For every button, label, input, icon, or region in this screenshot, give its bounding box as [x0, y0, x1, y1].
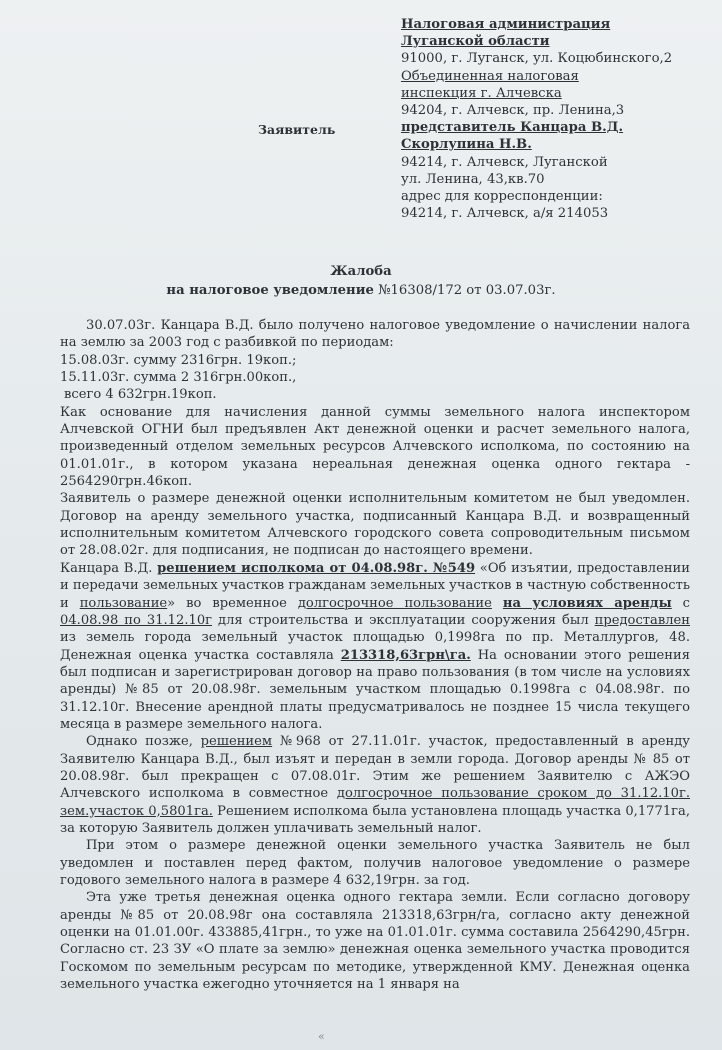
- recipient-sub: Объединенная налоговая: [401, 68, 579, 84]
- document-body: [60, 317, 690, 993]
- p4-valuation: 213318,63грн\га.: [340, 647, 471, 663]
- period-line-1-text: 15.08.03г. сумму 2316грн. 19коп.;: [60, 352, 297, 368]
- document-subtitle: [0, 283, 722, 298]
- paragraph-1: [60, 317, 690, 352]
- document-title: Жалоба: [330, 264, 392, 279]
- period-total-text: всего 4 632грн.19коп.: [64, 387, 217, 403]
- paragraph-3: [60, 490, 690, 559]
- applicant-rep-name: Скорлупина Н.В.: [401, 137, 532, 153]
- p4-decision: решением исполкома от 04.08.98г. №549: [157, 560, 476, 576]
- paragraph-1-text: 30.07.03г. Канцара В.Д. было получено налоговое уведомление о начислении налога на землю за 2003 год с разбивкой по периодам:: [60, 318, 690, 351]
- p5-decision: решением: [200, 734, 273, 750]
- p5-text-c: №968 от 27.11.01г. участок, предоставленный в аренду Заявителю Канцара В.Д., был изъят и передан в земли города. Договор аренды № 85 от 20.08.98г. был прекращен с 07.08.01г. Этим же решением Заявителю с АЖЭО Алчевского исполкома в совместное: [60, 734, 690, 802]
- p4-use: пользование: [79, 595, 168, 611]
- recipient-sub-city: инспекция г. Алчевска: [401, 85, 562, 101]
- recipient-org-address: 91000, г. Луганск, ул. Коцюбинского,2: [401, 51, 673, 67]
- p4-lease-terms: на условиях аренды: [502, 595, 672, 611]
- p4-text-e: » во временное: [167, 595, 298, 611]
- page-mark: «: [318, 1030, 325, 1043]
- p4-text-k: для строительства и эксплуатации сооружения был: [212, 612, 595, 628]
- p4-text-o: На основании этого решения был подписан и зарегистрирован договор на право пользования (в том числе на условиях аренды) №85 от 20.08.98г. земельным участком площадью 0.1998га с 04.08.98г. по 31.12.10г. Внесение арендной платы предусматривалось не позднее 15 числа текущего месяца в размере земельного налога.: [60, 647, 690, 732]
- p4-text-m: из земель города земельный участок площадью 0,1998га по пр. Металлургов, 48. Денежная оценка участка составляла: [60, 630, 690, 663]
- p4-period: 04.08.98 по 31.12.10г: [60, 612, 213, 628]
- p4-text-a: Канцара В.Д.: [60, 560, 158, 576]
- p5-text-e: Решением исполкома была установлена площадь участка 0,1771га, за которую Заявитель должен уплачивать земельный налог.: [60, 803, 690, 836]
- paragraph-7-text: Эта уже третья денежная оценка одного гектара земли. Если согласно договору аренды №85 от 20.08.98г она составляла 213318,63грн/га, согласно акту денежной оценки на 01.01.00г. 433885,41грн., то уже на 01.01.01г. сумма составила 2564290,45грн. Согласно ст. 23 ЗУ «О плате за землю» денежная оценка земельного участка проводится Госкомом по земельным ресурсам по методике, утвержденной КМУ. Денежная оценка земельного участка ежегодно уточняется на 1 января на: [60, 890, 690, 993]
- p5-joint-use: долгосрочное пользование сроком до 31.12.10г. зем.участок 0,5801га.: [60, 786, 690, 819]
- applicant-address: 94214, г. Алчевск, Луганской: [401, 154, 608, 170]
- p4-space: [492, 596, 503, 611]
- paragraph-4: [60, 560, 690, 733]
- p4-longterm: долгосрочное пользование: [297, 595, 492, 611]
- paragraph-3-text: Заявитель о размере денежной оценки исполнительным комитетом не был уведомлен. Договор на аренду земельного участка, подписанный Канцара В.Д. и возвращенный исполнительным комитетом Алчевского городского совета сопроводительным письмом от 28.08.02г. для подписания, не подписан до настоящего времени.: [60, 491, 690, 559]
- paragraph-7: [60, 889, 690, 993]
- correspondence-address: 94214, г. Алчевск, а/я 214053: [401, 206, 609, 222]
- correspondence-label: адрес для корреспонденции:: [401, 189, 603, 205]
- p4-text-i: с: [671, 595, 691, 611]
- paragraph-2-text: Как основание для начисления данной суммы земельного налога инспектором Алчевской ОГНИ был предъявлен Акт денежной оценки и расчет земельного налога, произведенный отделом земельных ресурсов Алчевского исполкома, по состоянию на 01.01.01г., в котором указана нереальная денежная оценка одного гектара - 2564290грн.46коп.: [60, 404, 690, 490]
- paragraph-2: [60, 404, 690, 491]
- recipient-sub-address: 94204, г. Алчевск, пр. Ленина,3: [401, 103, 625, 119]
- period-total: [60, 386, 690, 403]
- p4-provided: предоставлен: [594, 612, 690, 628]
- subtitle-bold: на налоговое уведомление: [166, 283, 374, 298]
- address-block: [401, 16, 711, 222]
- period-line-2: [60, 369, 690, 386]
- applicant-rep: представитель Канцара В.Д.: [401, 120, 624, 136]
- paragraph-5: [60, 733, 690, 837]
- period-line-1: [60, 352, 690, 369]
- applicant-street: ул. Ленина, 43,кв.70: [401, 171, 545, 187]
- period-line-2-text: 15.11.03г. сумма 2 316грн.00коп.,: [60, 370, 297, 386]
- subtitle-number: №16308/172 от 03.07.03г.: [373, 283, 556, 298]
- applicant-label: Заявитель: [258, 122, 336, 137]
- recipient-org: Налоговая администрация: [401, 17, 611, 32]
- recipient-org-region: Луганской области: [401, 34, 550, 50]
- paragraph-6: [60, 837, 690, 889]
- p5-text-a: Однако позже,: [86, 734, 201, 750]
- p4-text-c: «Об изъятии, предоставлении и передачи земельных участков гражданам земельных участков в частную собственность и: [60, 560, 691, 611]
- paragraph-6-text: При этом о размере денежной оценки земельного участка Заявитель не был уведомлен и поставлен перед фактом, получив налоговое уведомление о размере годового земельного налога в размере 4 632,19грн. за год.: [60, 838, 690, 888]
